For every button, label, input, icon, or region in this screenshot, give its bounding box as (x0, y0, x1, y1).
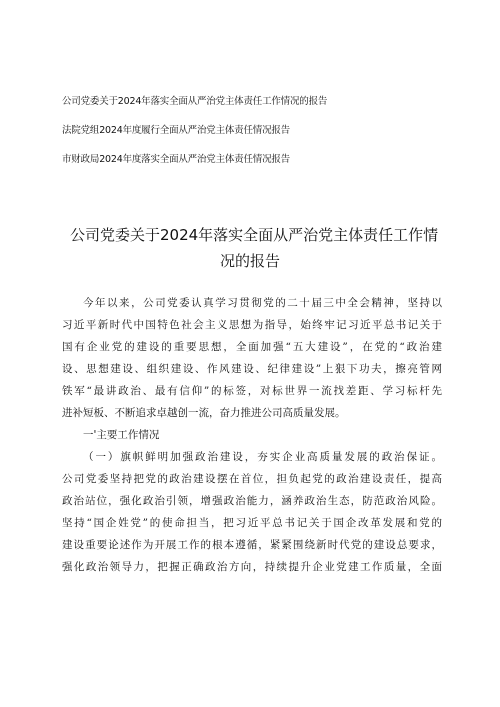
title-line: 公司党委关于2024年落实全面从严治党主体责任工作情 (70, 226, 439, 244)
paragraph-line: 设、思想建设、组织建设、作风建设、纪律建设”上狠下功夫，擦亮管网 (62, 363, 442, 375)
title-line: 况的报告 (219, 252, 280, 270)
paragraph-line: 进补短板、不断追求卓越创一流，奋力推进公司高质量发展。 (62, 407, 346, 419)
paragraph-line: 强化政治领导力，把握正确政治方向，持续提升企业党建工作质量，全面 (62, 561, 442, 573)
paragraph-line: （一）旗帜鲜明加强政治建设，夯实企业高质量发展的政治保证。 (83, 451, 442, 463)
document-body (62, 292, 442, 578)
toc-item[interactable]: 公司党委关于2024年落实全面从严治党主体责任工作情况的报告 (62, 96, 328, 107)
table-of-contents (62, 96, 327, 166)
paragraph-line: 习近平新时代中国特色社会主义思想为指导，始终牢记习近平总书记关于 (62, 319, 442, 331)
toc-item[interactable]: 法院党组2024年度履行全面从严治党主体责任情况报告 (62, 125, 290, 136)
paragraph-line: 铁军“最讲政治、最有信仰”的标签，对标世界一流找差距、学习标杆先 (62, 385, 442, 397)
section-heading: 一'主要工作情况 (83, 429, 160, 441)
paragraph-line: 建设重要论述作为开展工作的根本遵循，紧紧围绕新时代党的建设总要求， (62, 539, 442, 551)
paragraph-line: 坚持“国企姓党”的使命担当，把习近平总书记关于国企改革发展和党的 (62, 517, 442, 529)
paragraph-line: 今年以来，公司党委认真学习贯彻党的二十届三中全会精神，坚持以 (83, 297, 442, 309)
paragraph-line: 政治站位，强化政治引领，增强政治能力，涵养政治生态，防范政治风险。 (62, 495, 442, 507)
document-title (70, 222, 439, 274)
paragraph-line: 公司党委坚持把党的政治建设摆在首位，担负起党的政治建设责任，提高 (62, 473, 442, 485)
paragraph-line: 国有企业党的建设的重要思想，全面加强“五大建设”，在党的“政治建 (62, 341, 442, 353)
toc-item[interactable]: 市财政局2024年度落实全面从严治党主体责任情况报告 (62, 154, 290, 165)
